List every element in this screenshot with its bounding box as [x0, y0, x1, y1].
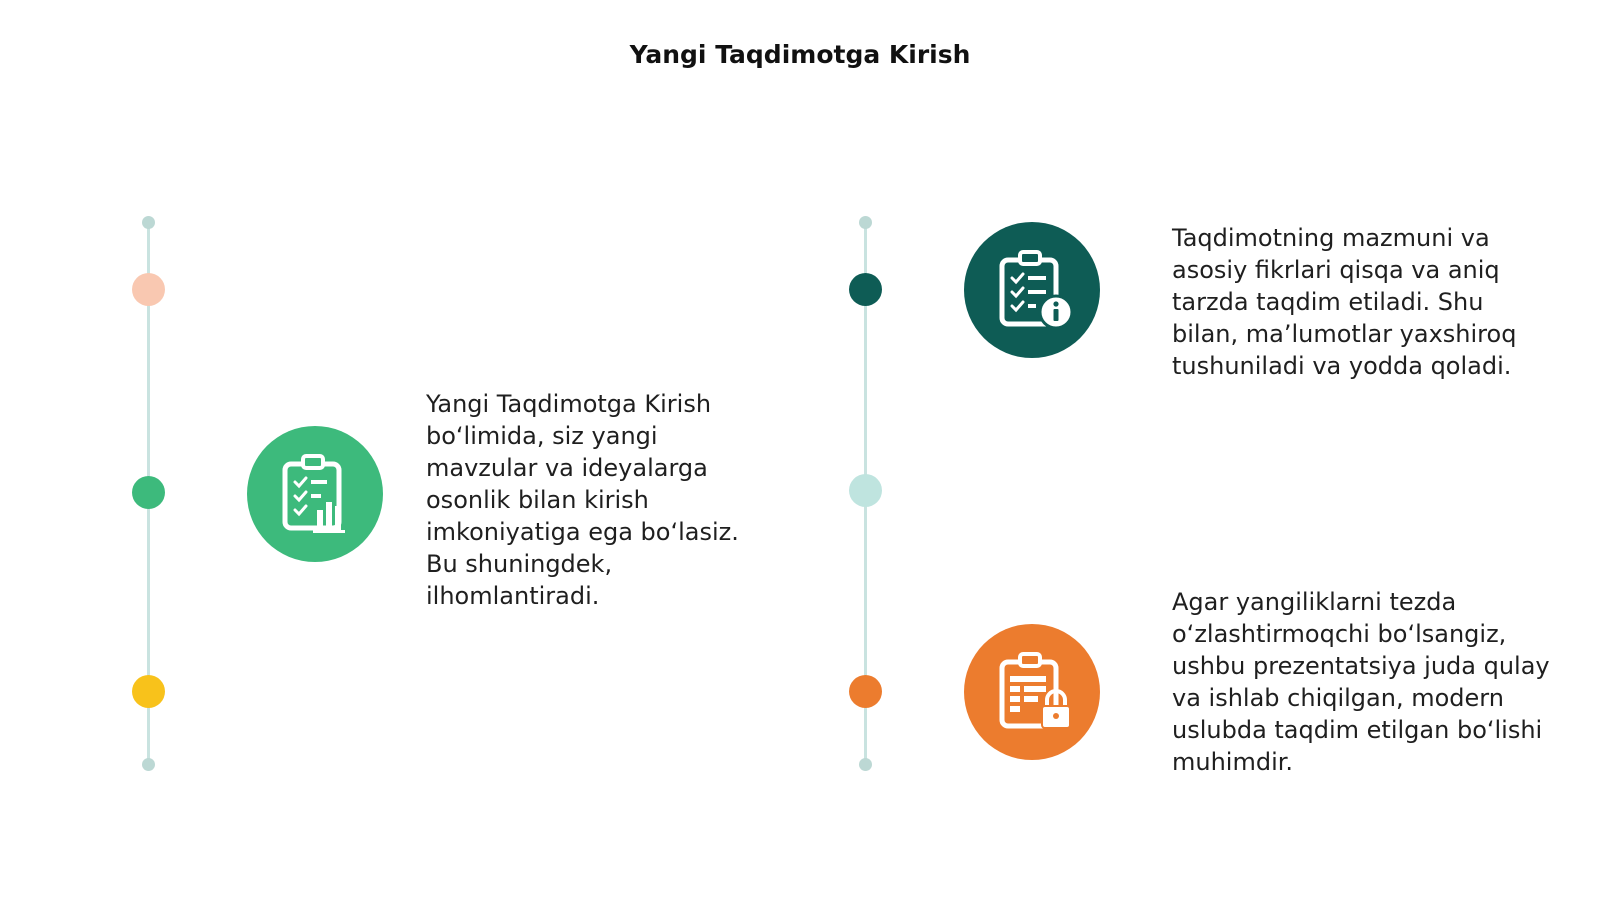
right-timeline-start-dot — [859, 216, 872, 229]
clipboard-lock-icon — [964, 624, 1100, 760]
left-timeline-peach-dot — [132, 273, 165, 306]
right-timeline-orange-dot — [849, 675, 882, 708]
left-timeline-green-dot — [132, 476, 165, 509]
clipboard-info-icon — [964, 222, 1100, 358]
right-timeline-teal-dot — [849, 273, 882, 306]
left-timeline-end-dot — [142, 758, 155, 771]
item-1-description: Yangi Taqdimotga Kirish bo‘limida, siz yangi mavzular va ideyalarga osonlik bilan kirish imkoniyatiga ega bo‘lasiz. Bu shuningdek, ilhomlantiradi. — [426, 390, 739, 610]
right-timeline-end-dot — [859, 758, 872, 771]
slide-title: Yangi Taqdimotga Kirish — [629, 40, 971, 69]
left-timeline-yellow-dot — [132, 675, 165, 708]
right-timeline-mint-dot — [849, 474, 882, 507]
item-3-description: Agar yangiliklarni tezda o‘zlashtirmoqchi bo‘lsangiz, ushbu prezentatsiya juda qulay va ishlab chiqilgan, modern uslubda taqdim etilgan bo‘lishi muhimdir. — [1172, 588, 1550, 776]
item-2-description: Taqdimotning mazmuni va asosiy fikrlari qisqa va aniq tarzda taqdim etiladi. Shu bilan, ma’lumotlar yaxshiroq tushuniladi va yodda qoladi. — [1172, 224, 1517, 380]
left-timeline-start-dot — [142, 216, 155, 229]
clipboard-chart-icon — [247, 426, 383, 562]
